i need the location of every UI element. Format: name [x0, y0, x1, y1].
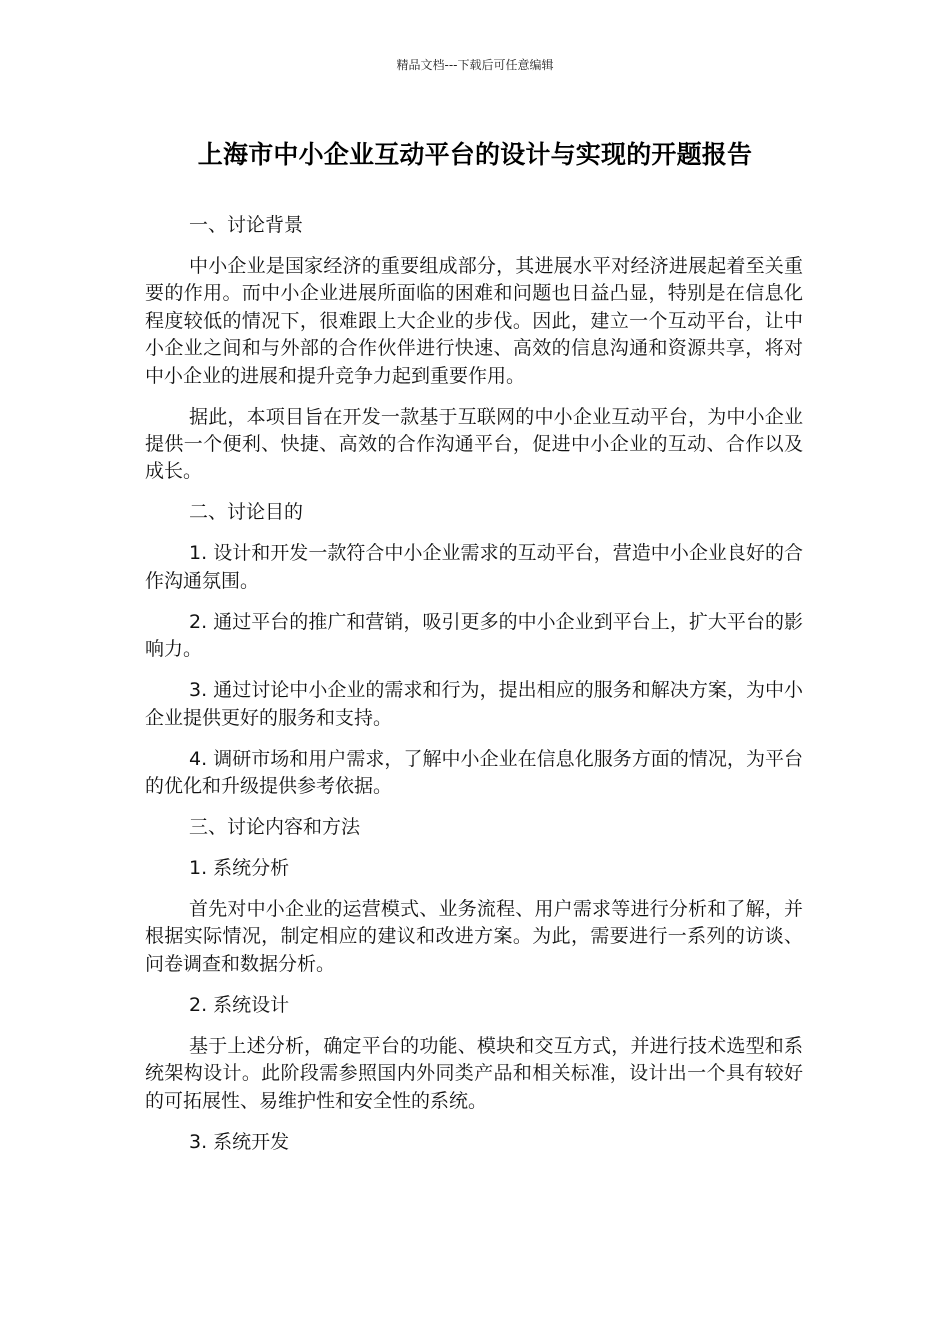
section-heading-background: 一、讨论背景	[189, 214, 304, 236]
subheading-system-design: 2. 系统设计	[189, 993, 290, 1016]
document-body	[145, 212, 803, 1170]
purpose-item: 3. 通过讨论中小企业的需求和行为，提出相应的服务和解决方案，为中小企业提供更好的服务和支持。	[145, 679, 803, 729]
section-heading-content-method: 三、讨论内容和方法	[189, 816, 361, 839]
paragraph: 中小企业是国家经济的重要组成部分，其进展水平对经济进展起着至关重要的作用。而中小企业进展所面临的困难和问题也日益凸显，特别是在信息化程度较低的情况下，很难跟上大企业的步伐。因此，建立一个互动平台，让中小企业之间和与外部的合作伙伴进行快速、高效的信息沟通和资源共享，将对中小企业的进展和提升竞争力起到重要作用。	[145, 255, 803, 387]
paragraph: 基于上述分析，确定平台的功能、模块和交互方式，并进行技术选型和系统架构设计。此阶段需参照国内外同类产品和相关标准，设计出一个具有较好的可拓展性、易维护性和安全性的系统。	[145, 1034, 803, 1112]
purpose-item: 1. 设计和开发一款符合中小企业需求的互动平台，营造中小企业良好的合作沟通氛围。	[145, 542, 803, 592]
paragraph: 首先对中小企业的运营模式、业务流程、用户需求等进行分析和了解，并根据实际情况，制定相应的建议和改进方案。为此，需要进行一系列的访谈、问卷调查和数据分析。	[145, 898, 803, 975]
header-note: 精品文档---下载后可任意编辑	[396, 58, 554, 72]
section-heading-purpose: 二、讨论目的	[189, 501, 304, 524]
purpose-item: 4. 调研市场和用户需求，了解中小企业在信息化服务方面的情况，为平台的优化和升级提供参考依据。	[145, 747, 803, 798]
subheading-system-development: 3. 系统开发	[189, 1130, 290, 1153]
purpose-item: 2. 通过平台的推广和营销，吸引更多的中小企业到平台上，扩大平台的影响力。	[145, 610, 803, 661]
subheading-system-analysis: 1. 系统分析	[189, 857, 290, 880]
paragraph: 据此，本项目旨在开发一款基于互联网的中小企业互动平台，为中小企业提供一个便利、快捷、高效的合作沟通平台，促进中小企业的互动、合作以及成长。	[145, 405, 803, 483]
document-title: 上海市中小企业互动平台的设计与实现的开题报告	[197, 140, 753, 169]
